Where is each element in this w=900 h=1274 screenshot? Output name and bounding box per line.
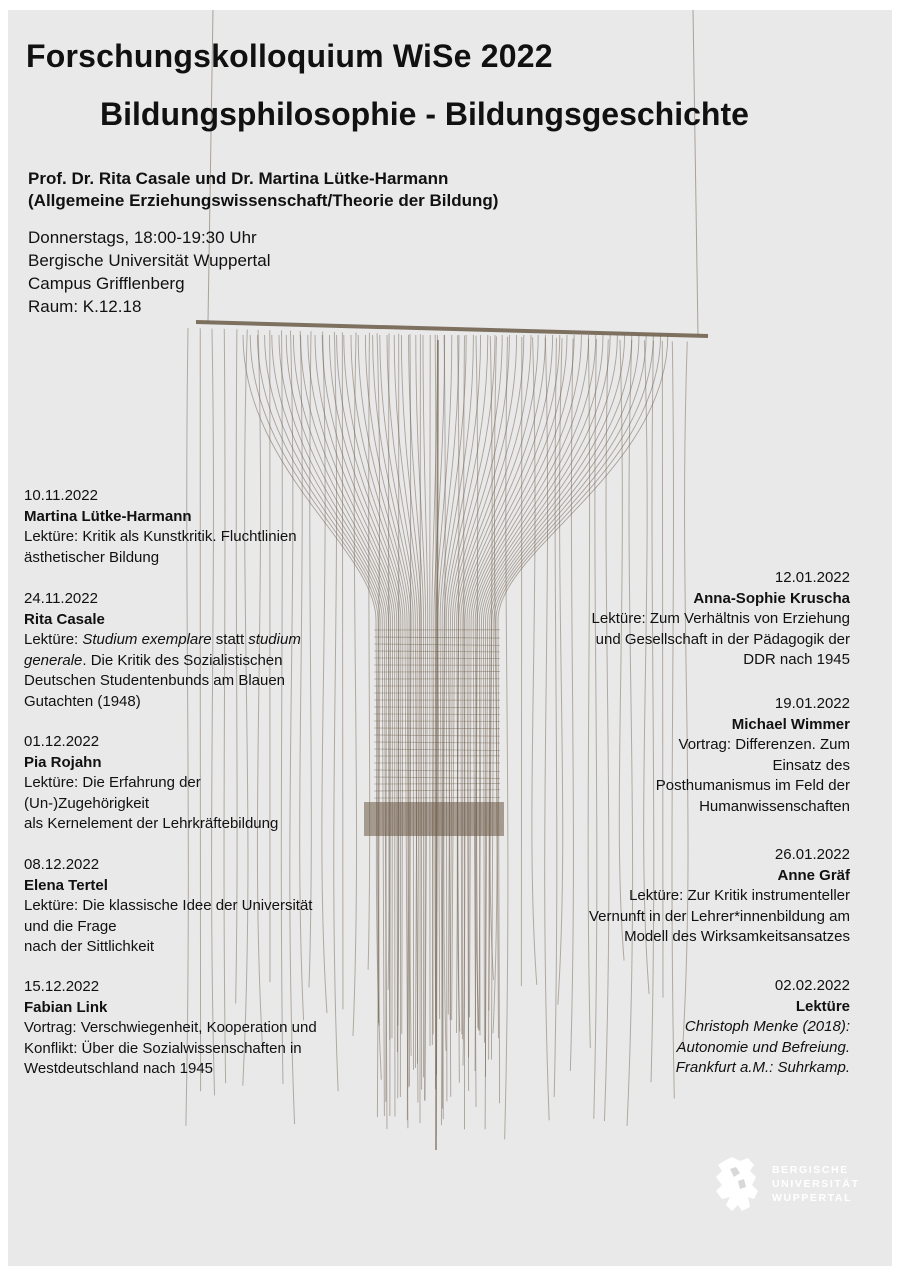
session-text: und die Frage [24, 917, 117, 935]
session-text: Christoph Menke (2018): [684, 1018, 850, 1035]
session-speaker: Pia Rojahn [24, 753, 102, 771]
session-text: Vernunft in der Lehrer*innenbildung am [588, 907, 850, 925]
poster-subtitle: Bildungsphilosophie - Bildungsgeschichte [100, 96, 749, 132]
poster-title: Forschungskolloquium WiSe 2022 [26, 38, 553, 74]
session-text: Posthumanismus im Feld der [655, 777, 850, 794]
session-left-4 [24, 855, 312, 958]
session-text: Lektüre: Die Erfahrung der [24, 774, 201, 791]
session-date: 19.01.2022 [774, 695, 850, 712]
logo-line: UNIVERSITÄT [772, 1178, 860, 1190]
session-text: Einsatz des [772, 756, 850, 774]
session-text: Modell des Wirksamkeitsansatzes [624, 928, 850, 945]
info-campus: Campus Grifflenberg [28, 274, 185, 293]
info-university: Bergische Universität Wuppertal [28, 251, 271, 270]
session-date: 08.12.2022 [24, 856, 100, 873]
session-text: Frankfurt a.M.: Suhrkamp. [675, 1059, 850, 1076]
university-logo [710, 1155, 860, 1213]
session-date: 01.12.2022 [24, 733, 100, 750]
session-right-3 [589, 845, 850, 948]
session-left-1 [24, 486, 297, 568]
session-speaker: Michael Wimmer [731, 715, 850, 733]
session-date: 10.11.2022 [24, 487, 98, 504]
session-speaker: Anne Gräf [777, 866, 850, 884]
session-text: Lektüre: Zur Kritik instrumenteller [629, 887, 850, 904]
lion-crest-icon [710, 1155, 764, 1213]
woven-band [364, 802, 504, 836]
logo-line: WUPPERTAL [772, 1192, 853, 1204]
session-text: nach der Sittlichkeit [24, 938, 155, 955]
session-date: 26.01.2022 [774, 846, 850, 863]
session-text: Lektüre: Zum Verhältnis von Erziehung [591, 610, 850, 627]
session-text: Vortrag: Verschwiegenheit, Kooperation und [24, 1019, 317, 1036]
session-text: Konflikt: Über die Sozialwissenschaften in [24, 1039, 302, 1057]
session-text: Lektüre: Kritik als Kunstkritik. Fluchtlinien [24, 528, 297, 545]
session-text: (Un-)Zugehörigkeit [24, 794, 150, 812]
session-speaker: Lektüre [795, 997, 850, 1015]
organizers-department: (Allgemeine Erziehungswissenschaft/Theorie der Bildung) [28, 191, 499, 210]
session-text: Vortrag: Differenzen. Zum [678, 736, 850, 753]
event-info [28, 226, 271, 318]
session-text: Lektüre: Studium exemplare statt studium [24, 631, 301, 648]
session-text: und Gesellschaft in der Pädagogik der [595, 630, 850, 648]
logo-line: BERGISCHE [772, 1164, 849, 1176]
session-text: Lektüre: Die klassische Idee der Universität [24, 897, 313, 914]
session-left-2 [24, 589, 301, 712]
session-text: Autonomie und Befreiung. [676, 1038, 850, 1056]
poster [8, 10, 892, 1266]
session-date: 12.01.2022 [774, 569, 850, 586]
info-room: Raum: K.12.18 [28, 297, 142, 316]
session-text: Humanwissenschaften [699, 797, 850, 815]
session-speaker: Fabian Link [24, 998, 108, 1016]
logo-text [772, 1163, 860, 1205]
session-text: generale. Die Kritik des Sozialistischen [24, 651, 283, 669]
session-right-1 [592, 568, 850, 671]
session-speaker: Rita Casale [24, 610, 105, 628]
session-right-4 [676, 976, 850, 1079]
session-text: Gutachten (1948) [24, 692, 141, 710]
info-time: Donnerstags, 18:00-19:30 Uhr [28, 228, 257, 247]
session-text: Westdeutschland nach 1945 [24, 1060, 214, 1077]
session-date: 15.12.2022 [24, 978, 100, 995]
organizers-names: Prof. Dr. Rita Casale und Dr. Martina Lütke-Harmann [28, 169, 449, 188]
session-speaker: Martina Lütke-Harmann [24, 507, 192, 525]
session-text: ästhetischer Bildung [24, 548, 160, 566]
session-text: Deutschen Studentenbunds am Blauen [24, 672, 286, 689]
session-right-2 [656, 694, 850, 817]
session-speaker: Elena Tertel [24, 876, 108, 894]
session-speaker: Anna-Sophie Kruscha [693, 589, 850, 607]
session-text: als Kernelement der Lehrkräftebildung [24, 815, 279, 832]
session-left-3 [24, 732, 278, 835]
session-date: 24.11.2022 [24, 590, 98, 607]
session-date: 02.02.2022 [774, 977, 850, 994]
session-left-5 [24, 977, 317, 1080]
organizers [28, 168, 498, 212]
session-text: DDR nach 1945 [743, 651, 850, 668]
